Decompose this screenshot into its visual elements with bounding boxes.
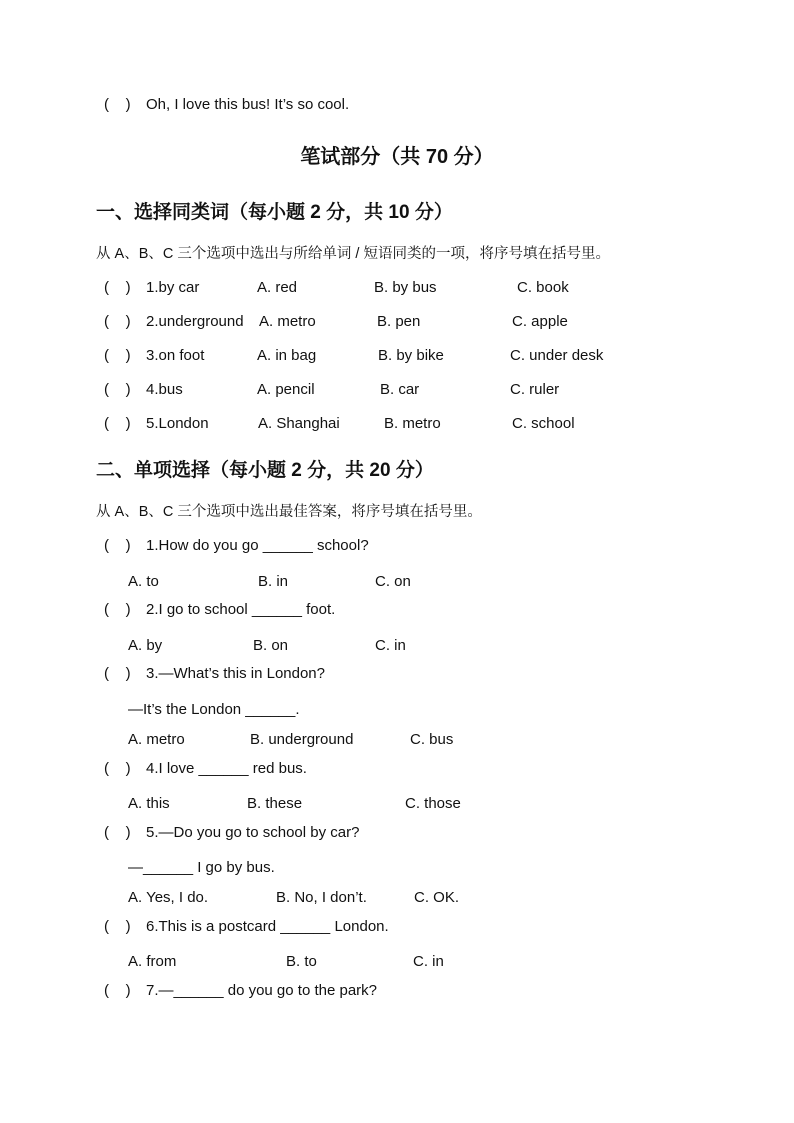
question-text: 5.—Do you go to school by car? [146, 824, 360, 841]
answer-parenthesis: ( ) [104, 347, 131, 364]
answer-parenthesis: ( ) [104, 96, 131, 113]
question-text: 7.—______ do you go to the park? [146, 982, 378, 999]
option-a: A. metro [259, 313, 316, 330]
question-text: 6.This is a postcard ______ London. [146, 918, 389, 935]
option-b: B. by bike [378, 347, 444, 364]
page-title: 笔试部分（共 70 分） [300, 146, 494, 168]
section2-heading: 二、单项选择（每小题 2 分，共 20 分） [96, 460, 434, 481]
option-b: B. metro [384, 415, 441, 432]
option-b: B. underground [250, 731, 354, 748]
question-word: 1.by car [146, 279, 200, 296]
option-a: A. red [257, 279, 298, 296]
option-b: B. to [286, 953, 317, 970]
question-text: 1.How do you go ______ school? [146, 537, 369, 554]
option-c: C. ruler [510, 381, 560, 398]
question-word: 4.bus [146, 381, 183, 398]
option-a: A. in bag [257, 347, 317, 364]
listening-sentence: Oh, I love this bus! It’s so cool. [146, 96, 350, 113]
option-c: C. on [375, 573, 411, 590]
answer-parenthesis: ( ) [104, 824, 131, 841]
option-b: B. car [380, 381, 420, 398]
answer-parenthesis: ( ) [104, 918, 131, 935]
answer-parenthesis: ( ) [104, 537, 131, 554]
answer-parenthesis: ( ) [104, 313, 131, 330]
option-c: C. book [517, 279, 569, 296]
answer-parenthesis: ( ) [104, 381, 131, 398]
option-b: B. No, I don’t. [276, 889, 367, 906]
option-c: C. bus [410, 731, 454, 748]
question-text-line2: —It’s the London ______. [128, 701, 300, 718]
option-b: B. pen [377, 313, 421, 330]
option-c: C. in [413, 953, 444, 970]
option-a: A. from [128, 953, 177, 970]
answer-parenthesis: ( ) [104, 415, 131, 432]
option-b: B. on [253, 637, 289, 654]
answer-parenthesis: ( ) [104, 982, 131, 999]
option-b: B. by bus [374, 279, 437, 296]
option-c: C. school [512, 415, 575, 432]
question-text-line2: —______ I go by bus. [128, 859, 275, 876]
answer-parenthesis: ( ) [104, 760, 131, 777]
question-word: 5.London [146, 415, 209, 432]
option-a: A. Yes, I do. [128, 889, 209, 906]
section1-instruction: 从 A、B、C 三个选项中选出与所给单词 / 短语同类的一项，将序号填在括号里。 [96, 246, 610, 262]
question-text: 3.—What’s this in London? [146, 665, 325, 682]
answer-parenthesis: ( ) [104, 279, 131, 296]
section1-heading: 一、选择同类词（每小题 2 分，共 10 分） [96, 202, 453, 223]
question-text: 4.I love ______ red bus. [146, 760, 307, 777]
option-a: A. pencil [257, 381, 315, 398]
option-c: C. in [375, 637, 406, 654]
question-text: 2.I go to school ______ foot. [146, 601, 336, 618]
option-a: A. Shanghai [258, 415, 340, 432]
option-a: A. to [128, 573, 159, 590]
option-a: A. metro [128, 731, 185, 748]
section2-instruction: 从 A、B、C 三个选项中选出最佳答案，将序号填在括号里。 [96, 504, 482, 520]
option-c: C. OK. [414, 889, 460, 906]
option-b: B. in [258, 573, 289, 590]
option-c: C. under desk [510, 347, 604, 364]
option-c: C. apple [512, 313, 568, 330]
question-word: 2.underground [146, 313, 244, 330]
option-a: A. this [128, 795, 170, 812]
answer-parenthesis: ( ) [104, 601, 131, 618]
option-c: C. those [405, 795, 461, 812]
option-b: B. these [247, 795, 303, 812]
answer-parenthesis: ( ) [104, 665, 131, 682]
option-a: A. by [128, 637, 163, 654]
question-word: 3.on foot [146, 347, 205, 364]
